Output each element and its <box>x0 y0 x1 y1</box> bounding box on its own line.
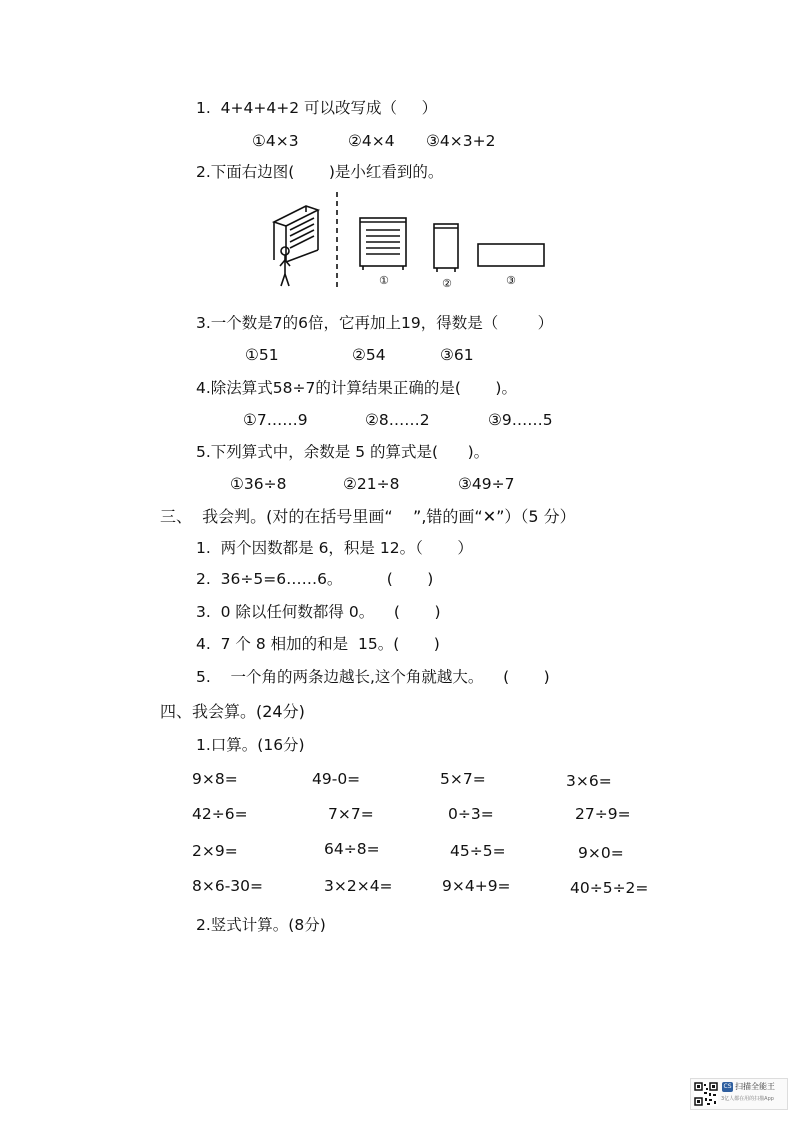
view-3-top <box>478 244 544 266</box>
q4-option-3: ③9……5 <box>488 411 553 429</box>
oral-r4c3: 9×4+9= <box>442 877 511 895</box>
part4-heading: 四、我会算。(24分) <box>160 702 305 721</box>
oral-r2c4: 27÷9= <box>575 805 631 823</box>
vertical-calc-heading: 2.竖式计算。(8分) <box>196 916 326 934</box>
cabinet-figure <box>266 190 566 290</box>
q4-option-1: ①7……9 <box>243 411 308 429</box>
oral-r3c1: 2×9= <box>192 842 238 860</box>
oral-r4c2: 3×2×4= <box>324 877 393 895</box>
view-2-label: ② <box>442 277 452 290</box>
oral-r2c1: 42÷6= <box>192 805 248 823</box>
view-1-front <box>360 218 406 270</box>
q1-option-2: ②4×4 <box>348 132 395 150</box>
q3-option-1: ①51 <box>245 346 279 364</box>
q2-stem: 2.下面右边图( )是小红看到的。 <box>196 163 444 181</box>
tf-item-4: 4. 7 个 8 相加的和是 15。( ) <box>196 635 440 653</box>
oral-r1c1: 9×8= <box>192 770 238 788</box>
qr-code-icon <box>694 1082 718 1106</box>
view-2-side <box>434 224 458 272</box>
oral-r1c3: 5×7= <box>440 770 486 788</box>
scanner-watermark <box>690 1078 788 1110</box>
oral-r3c4: 9×0= <box>578 844 624 862</box>
oral-r4c1: 8×6-30= <box>192 877 264 895</box>
oral-r4c4: 40÷5÷2= <box>570 879 649 897</box>
q4-option-2: ②8……2 <box>365 411 430 429</box>
tf-item-5: 5. 一个角的两条边越长,这个角就越大。 ( ) <box>196 668 550 686</box>
tf-item-2: 2. 36÷5=6……6。 ( ) <box>196 570 434 588</box>
q5-stem: 5.下列算式中，余数是 5 的算式是( )。 <box>196 443 490 461</box>
q3-stem: 3.一个数是7的6倍，它再加上19，得数是（ ） <box>196 314 554 332</box>
oral-r1c2: 49-0= <box>312 770 361 788</box>
q3-option-2: ②54 <box>352 346 386 364</box>
q1-stem: 1. 4+4+4+2 可以改写成（ ） <box>196 99 438 117</box>
tf-item-3: 3. 0 除以任何数都得 0。 ( ) <box>196 603 441 621</box>
camscanner-logo-icon: CS <box>723 1083 732 1090</box>
view-3-label: ③ <box>506 274 516 287</box>
q3-option-3: ③61 <box>440 346 474 364</box>
q1-option-3: ③4×3+2 <box>426 132 496 150</box>
view-1-label: ① <box>379 274 389 287</box>
tf-item-1: 1. 两个因数都是 6，积是 12。（ ） <box>196 539 473 557</box>
q5-option-1: ①36÷8 <box>230 475 287 493</box>
oral-r1c4: 3×6= <box>566 772 612 790</box>
oral-r2c2: 7×7= <box>328 805 374 823</box>
q5-option-2: ②21÷8 <box>343 475 400 493</box>
q1-option-1: ①4×3 <box>252 132 299 150</box>
oral-r3c3: 45÷5= <box>450 842 506 860</box>
scanner-app-name: 扫描全能王 <box>735 1082 775 1091</box>
oral-r2c3: 0÷3= <box>448 805 494 823</box>
q5-option-3: ③49÷7 <box>458 475 515 493</box>
part3-heading: 三、 我会判。(对的在括号里画“ ”,错的画“✕”）（5 分） <box>160 507 576 526</box>
cabinet-with-girl-illustration <box>274 206 318 286</box>
oral-r3c2: 64÷8= <box>324 840 380 858</box>
oral-calc-heading: 1.口算。(16分) <box>196 736 305 754</box>
q4-stem: 4.除法算式58÷7的计算结果正确的是( )。 <box>196 379 517 397</box>
scanner-tagline: 3亿人都在用的扫描App <box>721 1096 774 1102</box>
